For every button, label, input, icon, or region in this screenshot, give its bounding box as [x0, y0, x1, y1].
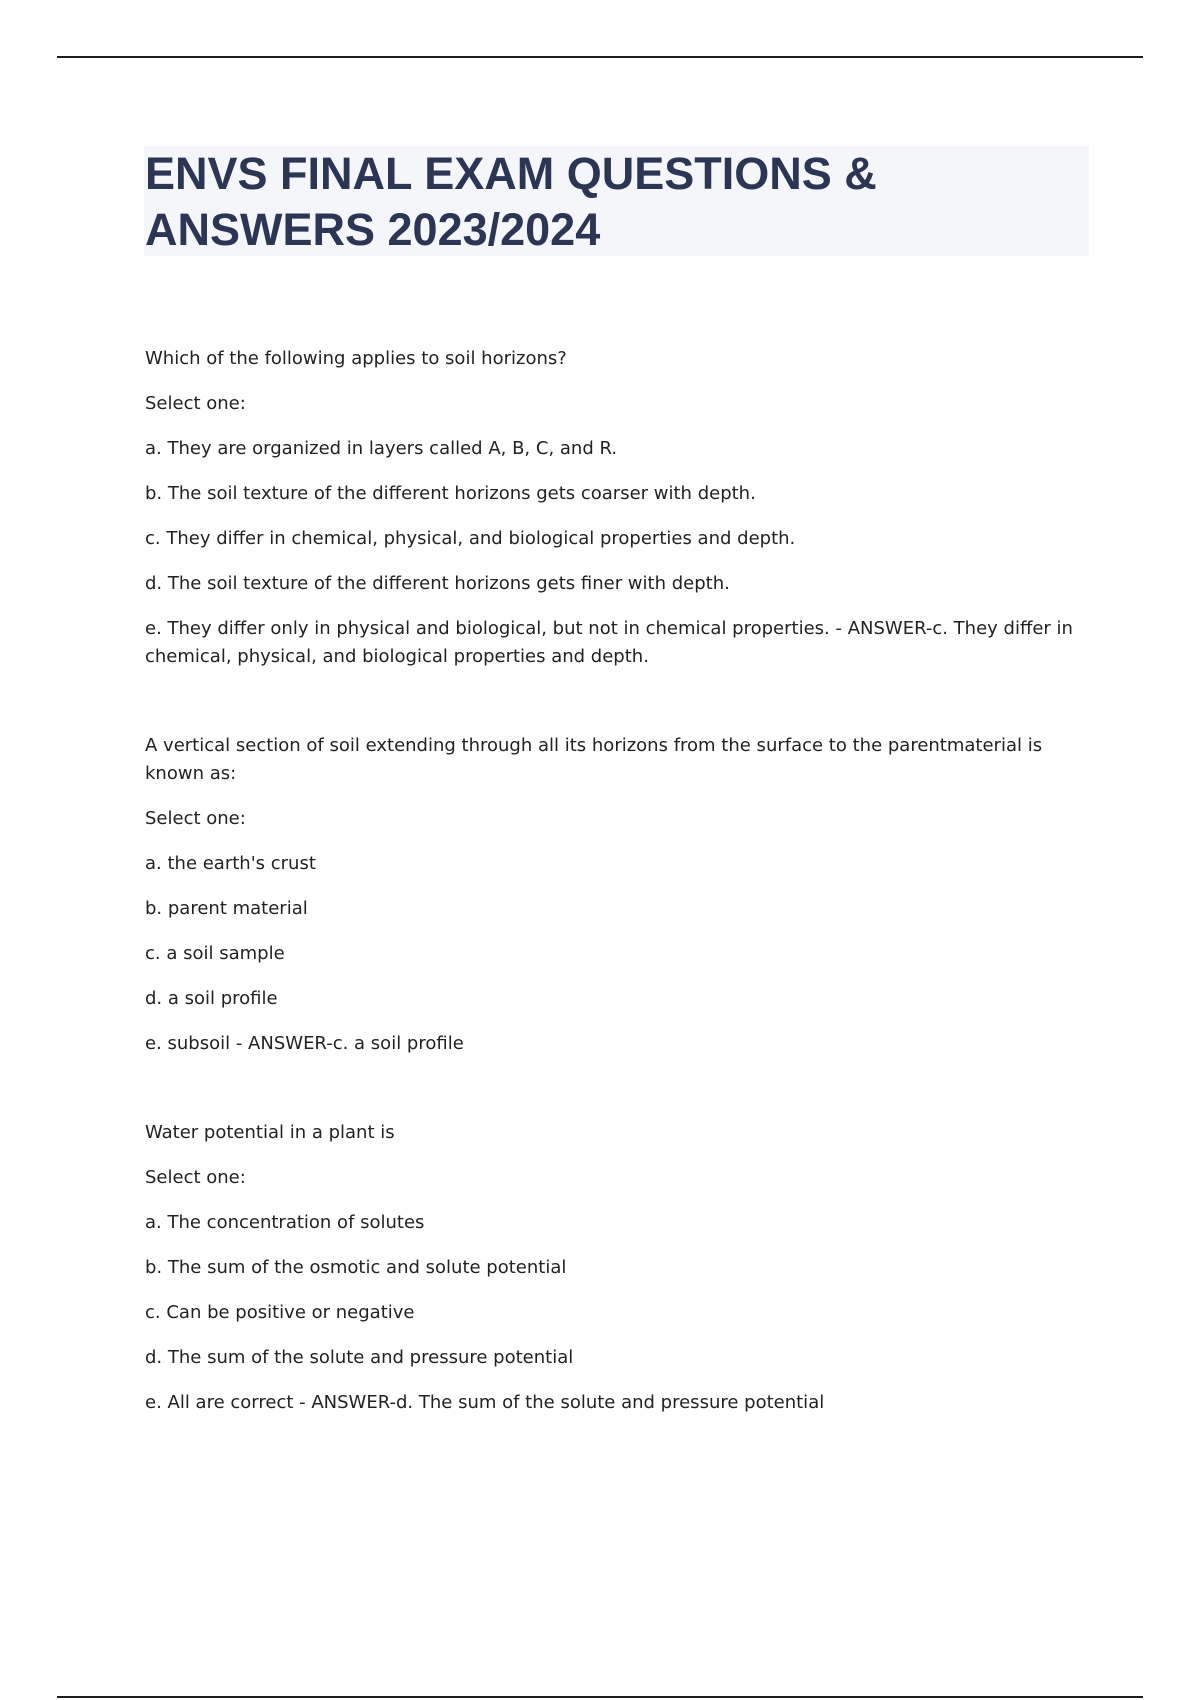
top-divider [57, 56, 1143, 58]
question-block [145, 345, 1085, 671]
select-one-label: Select one: [145, 808, 246, 829]
select-one-label: Select one: [145, 1167, 246, 1188]
answer-option: a. They are organized in layers called A, B, C, and R. [145, 438, 618, 459]
select-one-label: Select one: [145, 393, 246, 414]
question-block [145, 1119, 1085, 1417]
document-title: ENVS FINAL EXAM QUESTIONS & ANSWERS 2023/2024 [145, 148, 877, 255]
answer-option: d. The soil texture of the different horizons gets finer with depth. [145, 573, 730, 594]
answer-option: b. parent material [145, 898, 308, 919]
bottom-divider [57, 1696, 1143, 1698]
answer-option: c. a soil sample [145, 943, 285, 964]
answer-option: d. a soil profile [145, 988, 278, 1009]
question-text: Water potential in a plant is [145, 1122, 395, 1143]
answer-option: b. The sum of the osmotic and solute potential [145, 1257, 567, 1278]
questions-container [145, 345, 1085, 1417]
question-text: A vertical section of soil extending through all its horizons from the surface to the parentmaterial is known as: [145, 735, 1043, 784]
answer-option-with-answer: e. subsoil - ANSWER-c. a soil profile [145, 1033, 464, 1054]
answer-option-with-answer: e. All are correct - ANSWER-d. The sum of the solute and pressure potential [145, 1392, 825, 1413]
answer-option: a. The concentration of solutes [145, 1212, 425, 1233]
question-text: Which of the following applies to soil horizons? [145, 348, 567, 369]
answer-option: b. The soil texture of the different horizons gets coarser with depth. [145, 483, 756, 504]
question-block [145, 732, 1085, 1058]
answer-option: d. The sum of the solute and pressure potential [145, 1347, 574, 1368]
answer-option: c. Can be positive or negative [145, 1302, 415, 1323]
answer-option: a. the earth's crust [145, 853, 316, 874]
answer-option: c. They differ in chemical, physical, and biological properties and depth. [145, 528, 796, 549]
answer-option-with-answer: e. They differ only in physical and biological, but not in chemical properties. - ANSWER-c. They differ in chemical, physical, and biological properties and depth. [145, 618, 1073, 667]
